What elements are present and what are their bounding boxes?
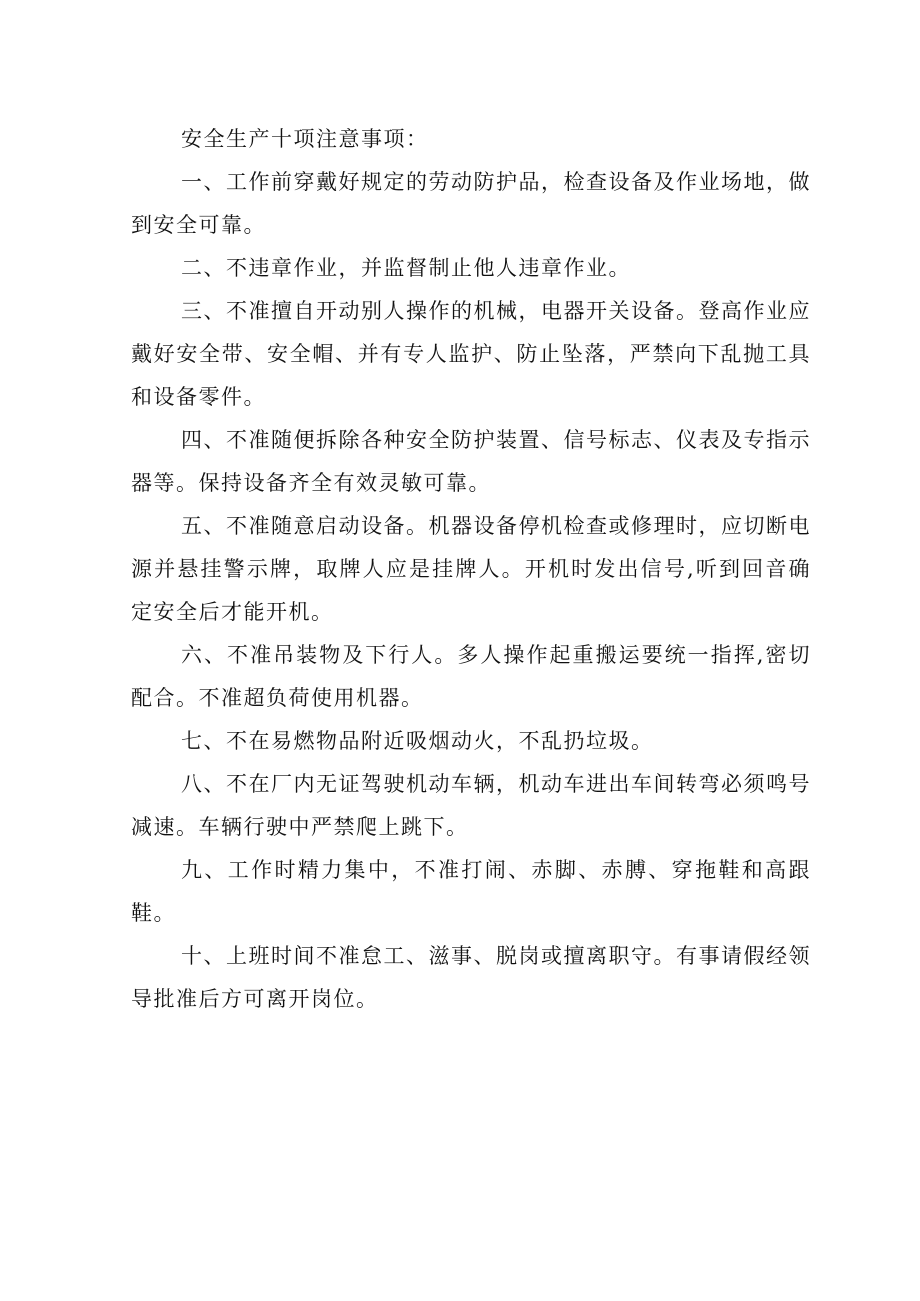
rule-item-9: 九、工作时精力集中，不准打闹、赤脚、赤膊、穿拖鞋和高跟鞋。 (131, 858, 811, 925)
rule-item-3: 三、不准擅自开动别人操作的机械，电器开关设备。登高作业应戴好安全带、安全帽、并有专人监护、防止坠落，严禁向下乱抛工具和设备零件。 (131, 299, 811, 409)
rule-item-8: 八、不在厂内无证驾驶机动车辆，机动车进出车间转弯必须鸣号减速。车辆行驶中严禁爬上跳下。 (131, 772, 811, 839)
document-heading: 安全生产十项注意事项： (181, 127, 429, 151)
rule-item-6: 六、不准吊装物及下行人。多人操作起重搬运要统一指挥,密切配合。不准超负荷使用机器。 (131, 643, 811, 710)
rule-item-1: 一、工作前穿戴好规定的劳动防护品，检查设备及作业场地，做到安全可靠。 (131, 170, 811, 237)
rule-item-5: 五、不准随意启动设备。机器设备停机检查或修理时，应切断电源并悬挂警示牌，取牌人应是挂牌人。开机时发出信号,听到回音确定安全后才能开机。 (131, 514, 811, 624)
rule-item-4: 四、不准随便拆除各种安全防护装置、信号标志、仪表及专指示器等。保持设备齐全有效灵敏可靠。 (131, 428, 811, 495)
rule-item-2: 二、不违章作业，并监督制止他人违章作业。 (181, 256, 631, 280)
document-body (131, 118, 811, 1021)
rule-item-7: 七、不在易燃物品附近吸烟动火，不乱扔垃圾。 (181, 729, 654, 753)
rule-item-10: 十、上班时间不准怠工、滋事、脱岗或擅离职守。有事请假经领导批准后方可离开岗位。 (131, 944, 811, 1011)
